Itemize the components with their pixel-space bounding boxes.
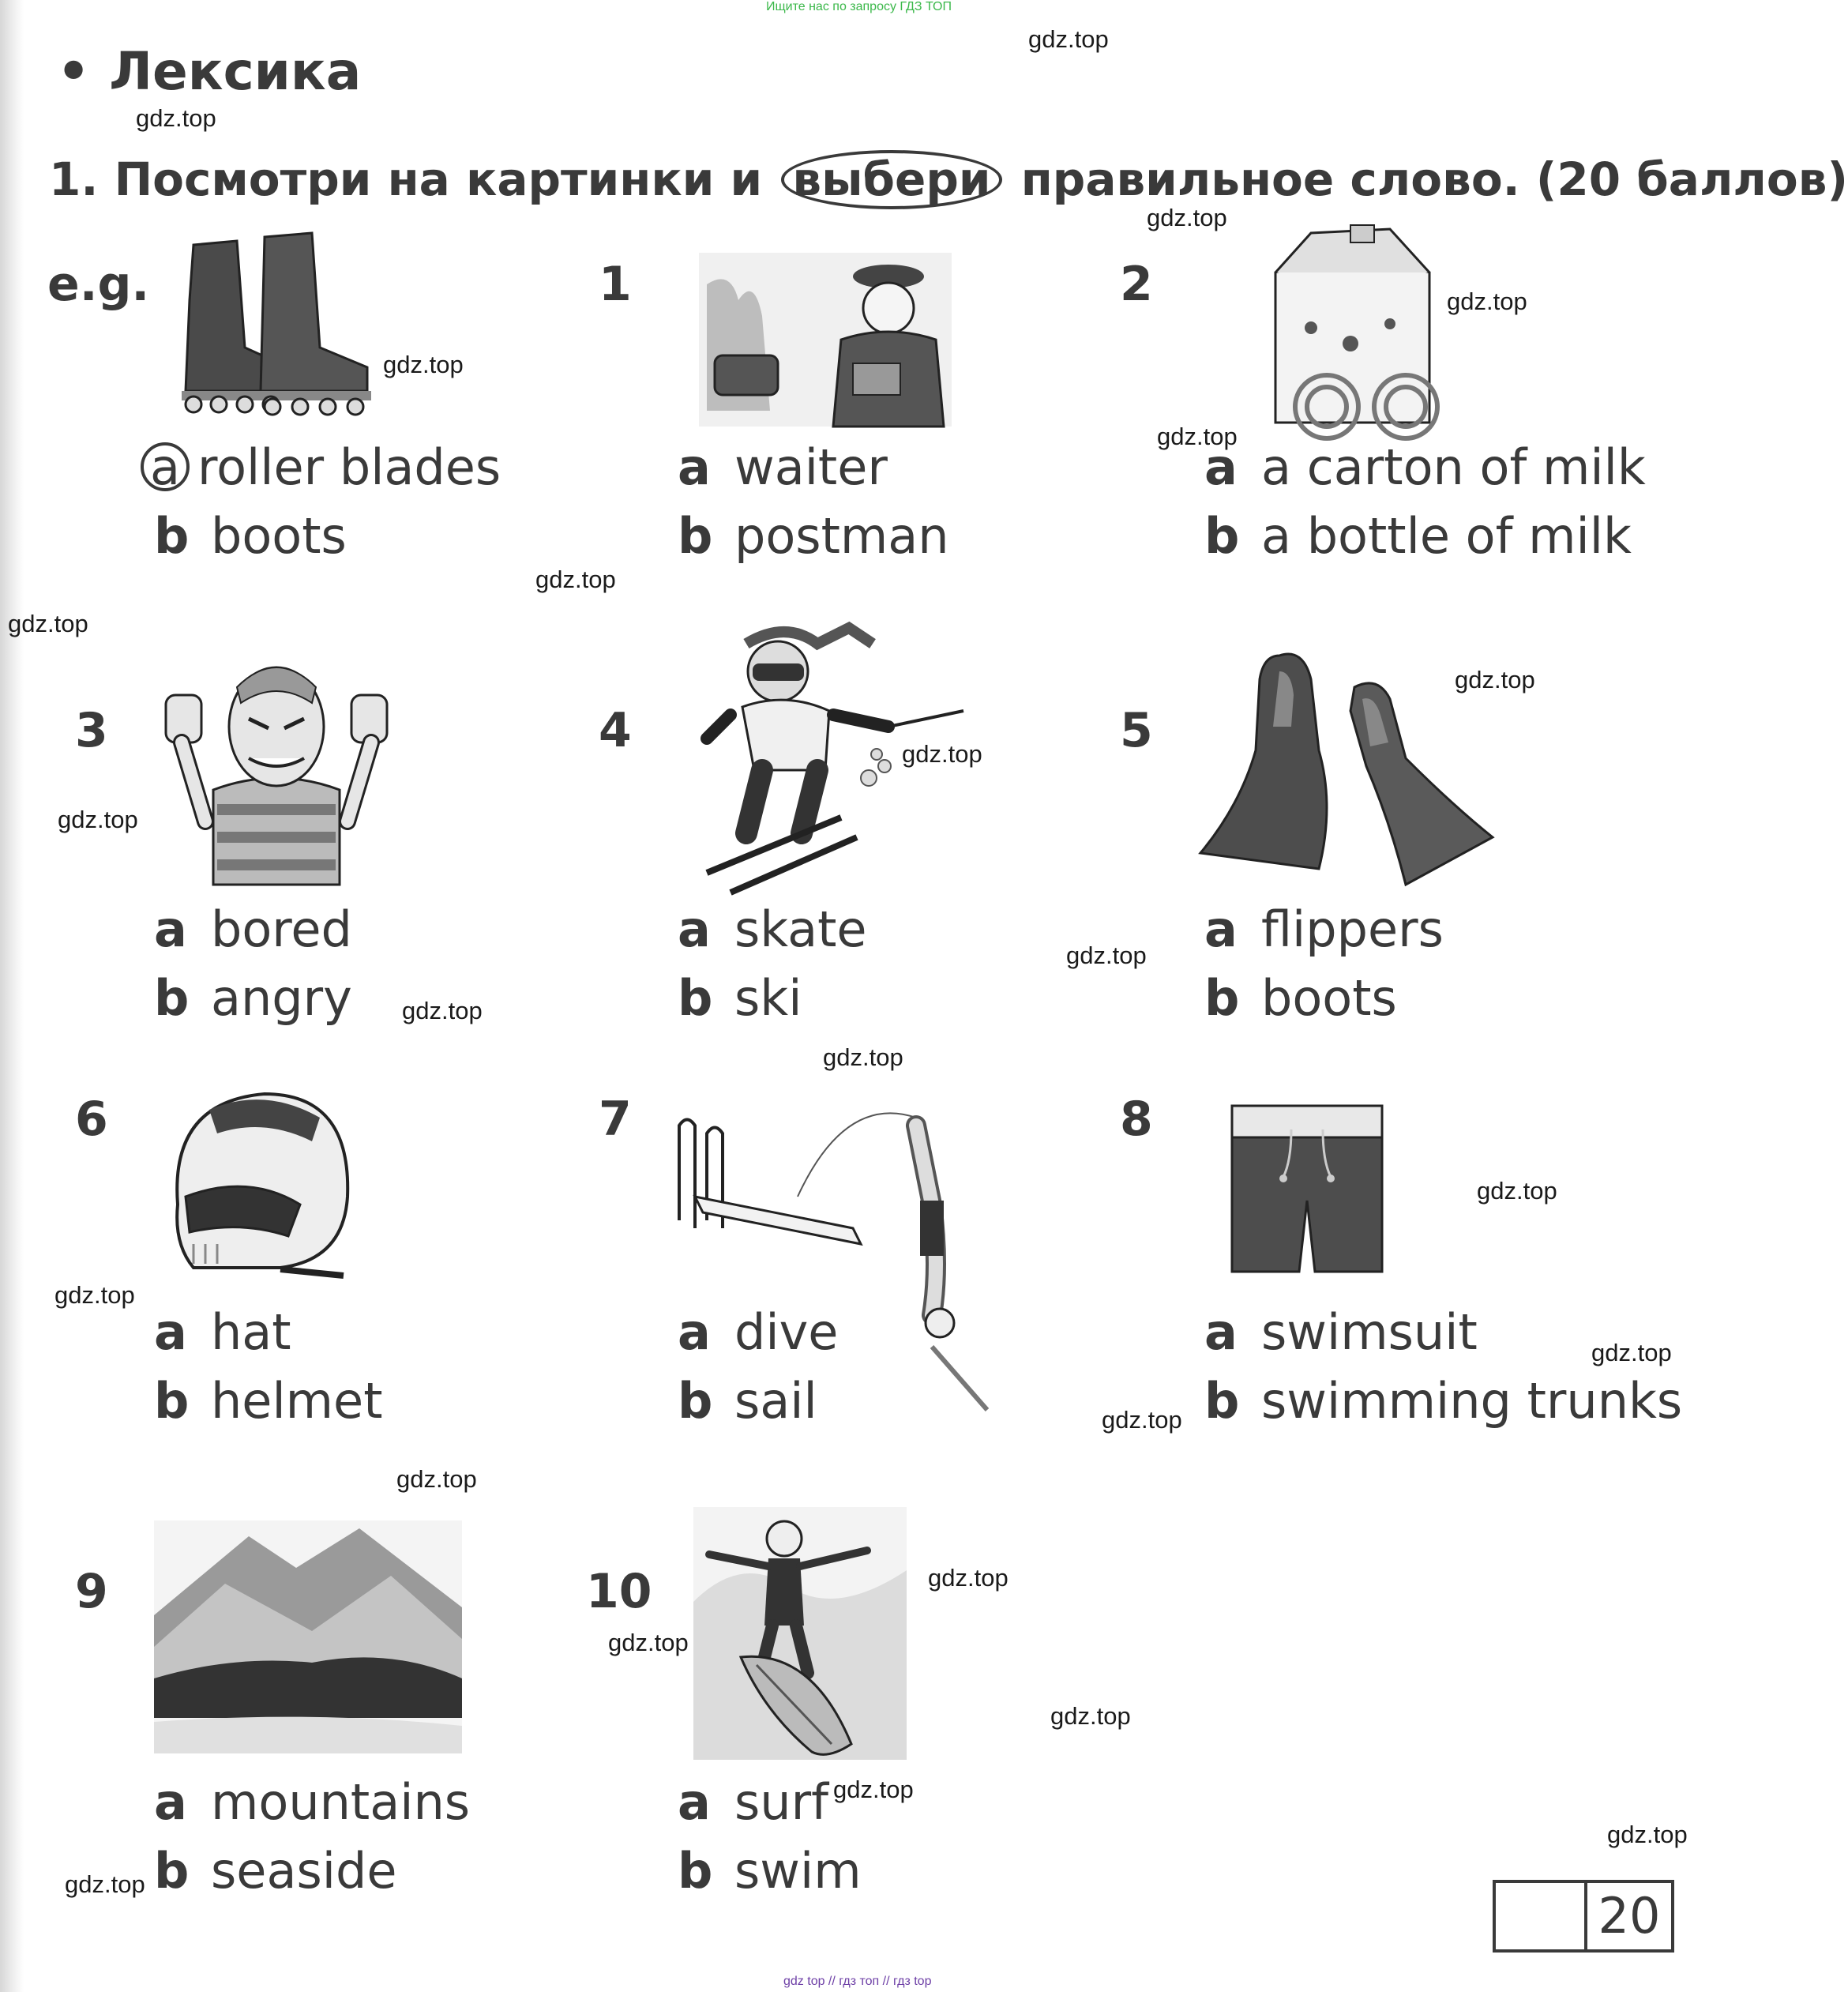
option-a[interactable] [154, 900, 352, 958]
option-b[interactable] [1204, 507, 1632, 565]
option-text: seaside [211, 1842, 397, 1900]
option-letter: a [154, 900, 187, 958]
watermark: gdz.top [1050, 1702, 1131, 1730]
option-text: helmet [211, 1372, 383, 1430]
surfer-icon [693, 1507, 907, 1760]
task-suffix: правильное слово. (20 баллов) [1020, 152, 1848, 206]
option-b[interactable] [154, 507, 347, 565]
option-text: swimsuit [1261, 1303, 1478, 1361]
option-b[interactable] [154, 1372, 383, 1430]
option-text: skate [734, 900, 867, 958]
item-number: 6 [75, 1092, 108, 1147]
score-input-cell[interactable] [1496, 1883, 1587, 1949]
option-letter: a [678, 438, 711, 496]
option-b[interactable] [1204, 969, 1397, 1027]
mountains-icon [154, 1520, 462, 1753]
watermark: gdz.top [54, 1281, 135, 1309]
option-a[interactable] [678, 900, 867, 958]
item-number: 4 [599, 703, 632, 758]
option-b[interactable] [678, 1842, 862, 1900]
option-letter: a [154, 1773, 187, 1831]
item-number: e.g. [47, 257, 150, 312]
watermark: gdz.top [383, 351, 464, 378]
helmet-icon [162, 1086, 351, 1287]
watermark: gdz.top [1591, 1339, 1672, 1366]
option-a[interactable] [678, 1773, 828, 1831]
option-a[interactable] [154, 1303, 291, 1361]
milk-carton-icon [1264, 225, 1445, 430]
watermark: gdz.top [58, 806, 138, 833]
option-a[interactable] [141, 438, 501, 496]
option-text: swim [734, 1842, 862, 1900]
option-letter: b [678, 507, 713, 565]
watermark: gdz.top [535, 566, 616, 593]
option-b[interactable] [154, 1842, 396, 1900]
option-a[interactable] [1204, 900, 1444, 958]
roller-blades-icon [170, 229, 383, 415]
watermark: gdz.top [402, 997, 483, 1024]
task-instruction [49, 150, 1848, 209]
option-text: a carton of milk [1261, 438, 1646, 496]
watermark: gdz.top [833, 1776, 914, 1803]
option-letter: b [1204, 1372, 1240, 1430]
option-letter: b [678, 969, 713, 1027]
watermark: gdz.top [8, 610, 88, 637]
item-number: 10 [586, 1564, 652, 1619]
header-note: Ищите нас по запросу ГДЗ ТОП [766, 0, 952, 13]
option-letter: a [1204, 1303, 1238, 1361]
watermark: gdz.top [823, 1043, 903, 1071]
item-number: 3 [75, 703, 108, 758]
option-text: mountains [211, 1773, 471, 1831]
watermark: gdz.top [65, 1870, 145, 1898]
section-title [57, 41, 361, 102]
section-title-text: Лексика [109, 41, 362, 102]
option-text: hat [211, 1303, 291, 1361]
option-letter: b [1204, 969, 1240, 1027]
option-a[interactable] [154, 1773, 470, 1831]
option-a[interactable] [1204, 1303, 1478, 1361]
watermark: gdz.top [1157, 423, 1238, 450]
score-box [1493, 1880, 1674, 1953]
option-a[interactable] [678, 1303, 838, 1361]
option-text: sail [734, 1372, 817, 1430]
option-letter: a [678, 1773, 711, 1831]
watermark: gdz.top [608, 1629, 689, 1656]
option-letter: b [154, 507, 190, 565]
watermark: gdz.top [396, 1465, 477, 1493]
watermark: gdz.top [1447, 288, 1527, 315]
footer-note: gdz top // гдз топ // гдз top [783, 1975, 932, 1988]
option-letter: b [678, 1372, 713, 1430]
option-text: swimming trunks [1261, 1372, 1683, 1430]
option-b[interactable] [678, 1372, 817, 1430]
item-number: 5 [1120, 703, 1153, 758]
option-letter: b [678, 1842, 713, 1900]
option-text: dive [734, 1303, 839, 1361]
option-text: waiter [734, 438, 888, 496]
option-text: postman [734, 507, 949, 565]
score-max: 20 [1598, 1887, 1661, 1945]
option-text: boots [211, 507, 347, 565]
watermark: gdz.top [1477, 1177, 1557, 1205]
item-number: 9 [75, 1564, 108, 1619]
option-text: surf [734, 1773, 828, 1831]
option-text: bored [211, 900, 352, 958]
item-number: 2 [1120, 257, 1153, 312]
item-number: 7 [599, 1092, 632, 1147]
diver-icon [671, 1110, 1011, 1410]
option-b[interactable] [678, 969, 802, 1027]
option-letter: a [678, 900, 711, 958]
watermark: gdz.top [1028, 25, 1109, 53]
watermark: gdz.top [1455, 666, 1535, 693]
option-a[interactable] [1204, 438, 1646, 496]
watermark: gdz.top [1102, 1406, 1182, 1434]
option-text: a bottle of milk [1261, 507, 1632, 565]
option-letter: a [1204, 438, 1238, 496]
postman-icon [699, 253, 952, 427]
task-circled-word: выбери [781, 150, 1001, 209]
option-letter: b [154, 1372, 190, 1430]
option-text: flippers [1261, 900, 1444, 958]
page-edge [0, 0, 24, 1992]
watermark: gdz.top [1607, 1821, 1688, 1848]
option-b[interactable] [154, 969, 352, 1027]
watermark: gdz.top [928, 1564, 1009, 1592]
option-letter: b [1204, 507, 1240, 565]
option-letter: b [154, 969, 190, 1027]
option-text: roller blades [197, 438, 501, 496]
task-prefix: 1. Посмотри на картинки и [49, 152, 763, 206]
option-letter: a [678, 1303, 711, 1361]
option-letter: a [154, 1303, 187, 1361]
option-b[interactable] [1204, 1372, 1682, 1430]
watermark: gdz.top [1147, 204, 1227, 231]
watermark: gdz.top [136, 104, 216, 132]
swimming-trunks-icon [1228, 1106, 1386, 1276]
option-letter: b [154, 1842, 190, 1900]
option-text: ski [734, 969, 802, 1027]
angry-boy-icon [150, 656, 403, 885]
option-text: boots [1261, 969, 1397, 1027]
option-a[interactable] [678, 438, 888, 496]
option-b[interactable] [678, 507, 949, 565]
option-text: angry [211, 969, 352, 1027]
watermark: gdz.top [902, 740, 982, 768]
option-letter: a [1204, 900, 1238, 958]
item-number: 1 [599, 257, 632, 312]
option-letter-circled: a [141, 442, 190, 491]
item-number: 8 [1120, 1092, 1153, 1147]
watermark: gdz.top [1066, 942, 1147, 969]
section-bullet: • [57, 41, 91, 102]
